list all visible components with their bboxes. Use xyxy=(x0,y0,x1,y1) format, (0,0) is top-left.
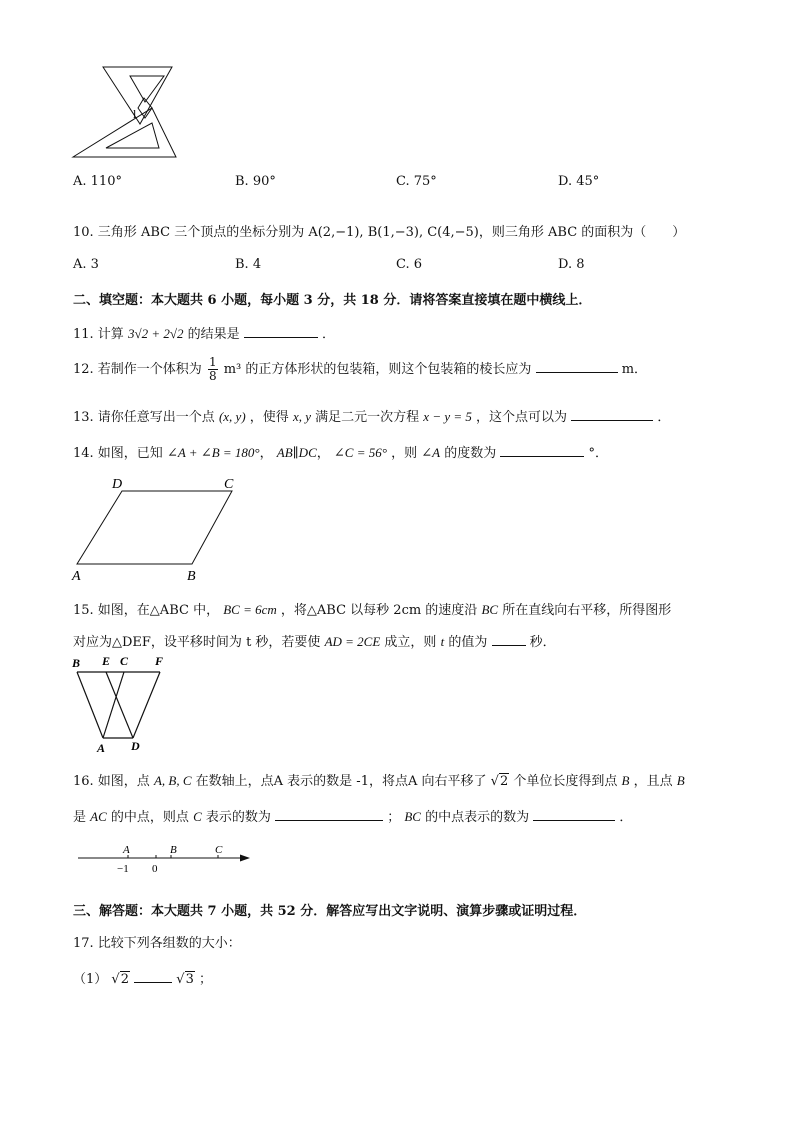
q15-text-a: 15. 如图，在△ABC 中， xyxy=(73,603,220,618)
point-label-a: A xyxy=(123,844,130,856)
option-a[interactable]: A. 110° xyxy=(73,174,122,189)
sqrt-two: √2 xyxy=(490,774,509,789)
q15-text-d: 对应为△DEF，设平移时间为 t 秒，若要使 xyxy=(73,635,321,650)
fraction-denominator: 8 xyxy=(208,369,217,383)
set-squares-figure xyxy=(70,62,182,162)
segment-ac: AC xyxy=(90,809,107,824)
condition-angles-sum: ∠A + ∠B = 180° xyxy=(166,445,260,460)
variable-t: t xyxy=(440,634,445,649)
point-label-b: B xyxy=(170,844,177,856)
q12-middle: 的正方体形状的包装箱，则这个包装箱的棱长应为 xyxy=(245,362,532,377)
point-b: B xyxy=(621,773,630,788)
vertex-label-a: A xyxy=(97,741,106,755)
question-11 xyxy=(73,323,335,342)
length-unit: m． xyxy=(621,362,648,377)
q16-text-c: 个单位长度得到点 xyxy=(513,774,618,789)
q13-text-c: 满足二元一次方程 xyxy=(315,410,420,425)
q14-text-b: ，则 xyxy=(391,446,418,461)
bc-length: BC = 6cm xyxy=(223,602,277,617)
q14-end: °． xyxy=(588,446,609,461)
vertex-label-e: E xyxy=(102,654,111,668)
equation: x − y = 5 xyxy=(423,409,472,424)
q15-text-c: 所在直线向右平移，所得图形 xyxy=(502,603,672,618)
section-3-heading: 三、解答题：本大题共 7 小题，共 52 分．解答应写出文字说明、演算步骤或证明过程． xyxy=(73,904,587,919)
condition-parallel: AB∥DC xyxy=(276,445,317,460)
condition-ad-ce: AD = 2CE xyxy=(324,634,381,649)
sqrt-radicand: 2 xyxy=(499,774,509,789)
point-c: C xyxy=(193,809,202,824)
angle-a: ∠A xyxy=(421,445,441,460)
point-b: B xyxy=(676,773,685,788)
section-2-heading: 二、填空题：本大题共 6 小题，每小题 3 分，共 18 分．请将答案直接填在题中横线上． xyxy=(73,293,592,308)
q15-text-g: 秒． xyxy=(529,635,556,650)
answer-blank[interactable] xyxy=(500,444,584,457)
answer-blank[interactable] xyxy=(244,325,318,338)
vertex-label-c: C xyxy=(120,654,129,668)
sqrt-radicand-a: 2 xyxy=(120,972,129,987)
sqrt-b: √3 xyxy=(176,972,194,987)
condition-angle-c: ∠C = 56° xyxy=(333,445,387,460)
answer-blank-2[interactable] xyxy=(533,808,615,821)
q11-prefix: 11. 计算 xyxy=(73,327,124,342)
q11-end: ． xyxy=(321,327,335,342)
answer-blank[interactable] xyxy=(571,408,653,421)
q14-text-a: 14. 如图，已知 xyxy=(73,446,163,461)
fraction xyxy=(208,356,218,383)
q16-text-f: 的中点，则点 xyxy=(110,810,189,825)
option-b[interactable]: B. 4 xyxy=(235,257,262,272)
translation-figure xyxy=(68,652,178,756)
tick-label-zero: 0 xyxy=(152,863,158,875)
segment-bc: BC xyxy=(404,809,421,824)
points-abc: A, B, C xyxy=(153,773,192,788)
answer-blank[interactable] xyxy=(492,633,526,646)
variables: x, y xyxy=(292,409,311,424)
question-16-line-2 xyxy=(73,806,632,825)
q13-text-d: ，这个点可以为 xyxy=(476,410,568,425)
vertex-label-d: D xyxy=(131,739,140,753)
sqrt-a: √2 xyxy=(111,972,129,987)
option-c[interactable]: C. 6 xyxy=(396,257,423,272)
q13-text-a: 13. 请你任意写出一个点 xyxy=(73,410,215,425)
option-b[interactable]: B. 90° xyxy=(235,174,276,189)
option-a[interactable]: A. 3 xyxy=(73,257,99,272)
separator: ， xyxy=(316,446,330,461)
question-14 xyxy=(73,442,608,461)
q12-prefix: 12. 若制作一个体积为 xyxy=(73,362,202,377)
vertex-label-c: C xyxy=(224,477,234,492)
option-d[interactable]: D. 8 xyxy=(558,257,585,272)
q17-end: ； xyxy=(199,972,213,987)
part-label: （1） xyxy=(73,972,108,987)
q15-text-e: 成立，则 xyxy=(384,635,437,650)
q16-text-g: 表示的数为 xyxy=(205,810,271,825)
question-15-line-2 xyxy=(73,631,556,650)
question-12 xyxy=(73,356,647,383)
point-xy: (x, y) xyxy=(218,409,246,424)
q16-text-h: ； xyxy=(387,810,401,825)
number-line-figure xyxy=(76,840,256,876)
option-c[interactable]: C. 75° xyxy=(396,174,437,189)
q11-expression: 3√2 + 2√2 xyxy=(127,326,184,341)
question-16-line-1 xyxy=(73,770,685,789)
point-label-c: C xyxy=(215,844,223,856)
question-17-part-1 xyxy=(73,968,212,987)
question-17: 17. 比较下列各组数的大小： xyxy=(73,936,241,951)
question-10: 10. 三角形 ABC 三个顶点的坐标分别为 A(2,−1), B(1,−3), C(4,−5)，则三角形 ABC 的面积为（ ） xyxy=(73,225,686,240)
q13-end: ． xyxy=(657,410,671,425)
vertex-label-f: F xyxy=(155,654,164,668)
figure-label-1: l xyxy=(133,107,137,121)
q15-text-b: ，将△ABC 以每秒 2cm 的速度沿 xyxy=(280,603,478,618)
fraction-numerator: 1 xyxy=(208,355,217,369)
vertex-label-b: B xyxy=(72,656,81,670)
q13-text-b: ，使得 xyxy=(249,410,289,425)
q16-text-e: 是 xyxy=(73,810,87,825)
q16-text-b: 在数轴上，点A 表示的数是 -1，将点A 向右平移了 xyxy=(195,774,487,789)
tick-label-minus-one: −1 xyxy=(117,863,129,875)
segment-bc: BC xyxy=(481,602,499,617)
vertex-label-b: B xyxy=(187,569,196,584)
trapezoid-figure xyxy=(68,472,248,584)
vertex-label-d: D xyxy=(112,477,123,492)
sqrt-radicand-b: 3 xyxy=(185,972,194,987)
q16-end: ． xyxy=(619,810,633,825)
q11-suffix: 的结果是 xyxy=(187,327,240,342)
answer-blank-1[interactable] xyxy=(275,808,383,821)
separator: ， xyxy=(259,446,273,461)
q16-text-d: ，且点 xyxy=(633,774,673,789)
question-15-line-1 xyxy=(73,599,671,618)
answer-blank[interactable] xyxy=(536,360,618,373)
question-13 xyxy=(73,406,670,425)
vertex-label-a: A xyxy=(72,569,81,584)
comparison-blank[interactable] xyxy=(134,970,172,983)
option-d[interactable]: D. 45° xyxy=(558,174,600,189)
q16-text-a: 16. 如图，点 xyxy=(73,774,150,789)
q14-text-c: 的度数为 xyxy=(444,446,497,461)
q16-text-i: 的中点表示的数为 xyxy=(425,810,530,825)
volume-unit: m³ xyxy=(223,362,242,377)
q15-text-f: 的值为 xyxy=(448,635,488,650)
